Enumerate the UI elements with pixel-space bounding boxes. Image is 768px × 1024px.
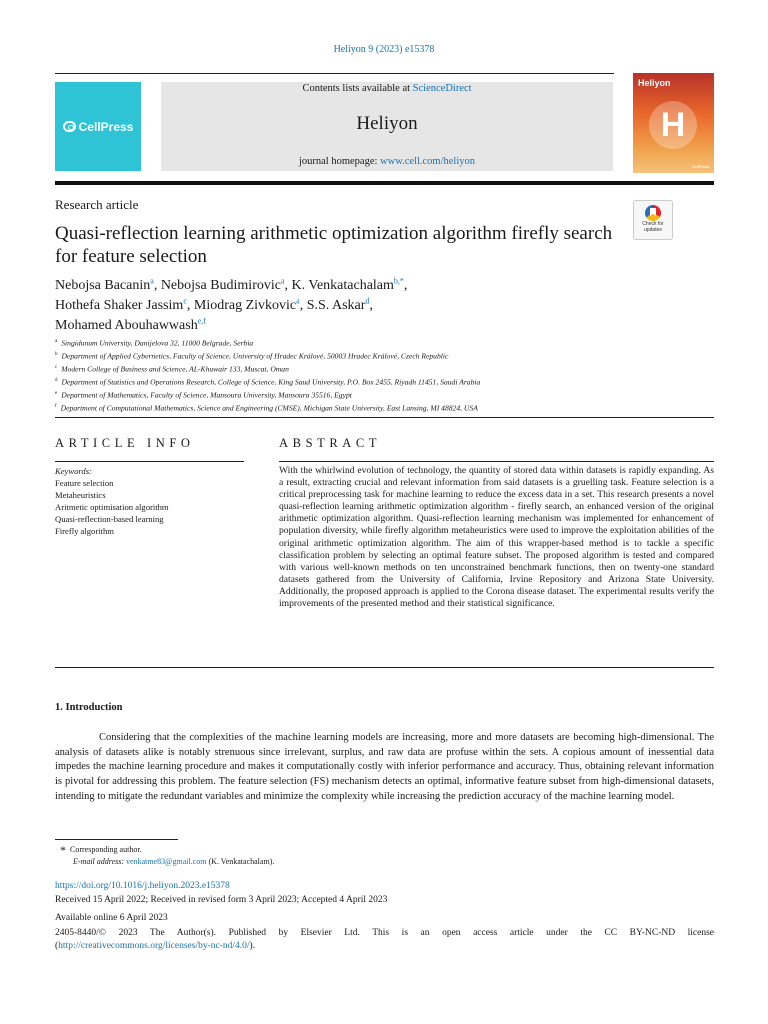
footnote-rule — [55, 839, 178, 840]
author[interactable]: S.S. Askar$^d$ — [306, 296, 370, 313]
journal-homepage-line: journal homepage: www.cell.com/heliyon — [298, 156, 476, 167]
sciencedirect-link[interactable]: ScienceDirect — [412, 83, 472, 94]
introduction-heading: 1. Introduction — [55, 702, 123, 713]
keywords-block — [55, 465, 255, 537]
affiliation-item: $^e$ Department of Mathematics, Faculty of Science, Mansoura University, Mansoura 35516, Egypt — [55, 390, 352, 400]
article-info-heading: ARTICLE INFO — [55, 436, 195, 450]
affiliation-item: $^c$ Modern College of Business and Science, AL-Khuwair 133, Muscat, Oman — [55, 364, 289, 374]
affiliation-item: $^a$ Singidunum University, Danijelova 32, 11000 Belgrade, Serbia — [55, 338, 254, 348]
available-online: Available online 6 April 2023 — [55, 913, 168, 923]
doi-link[interactable]: https://doi.org/10.1016/j.heliyon.2023.e15378 — [55, 881, 230, 891]
cellpress-icon — [63, 121, 76, 132]
contents-line: Contents lists available at ScienceDirect — [302, 83, 472, 94]
affiliations — [55, 336, 715, 414]
affiliation-item: $^f$ Department of Computational Mathematics, Science and Engineering (CMSE), Michigan State University, East Lansing, MI 48824, USA — [55, 403, 478, 413]
author[interactable]: Nebojsa Bacanin$^a$ — [55, 276, 154, 293]
article-title: Quasi-reflection learning arithmetic optimization algorithm firefly search for feature selection — [55, 223, 613, 267]
journal-header-band — [161, 82, 613, 171]
license-link[interactable]: http://creativecommons.org/licenses/by-nc-nd/4.0/ — [58, 940, 250, 951]
journal-cover-thumbnail[interactable] — [633, 73, 714, 173]
check-for-updates-button[interactable] — [633, 200, 673, 240]
footnotes — [60, 844, 660, 868]
cover-footer: CellPress — [691, 164, 709, 169]
journal-homepage-link[interactable]: www.cell.com/heliyon — [380, 156, 476, 167]
author[interactable]: Mohamed Abouhawwash$^{e,f}$ — [55, 316, 206, 333]
received-dates: Received 15 April 2022; Received in revised form 3 April 2023; Accepted 4 April 2023 — [55, 895, 388, 905]
crossmark-icon — [645, 205, 661, 221]
keyword: Feature selection — [55, 478, 114, 488]
keyword: Aritmetic optimisation algorithm — [55, 502, 169, 512]
author[interactable]: K. Venkatachalam$^{b,*}$ — [291, 276, 404, 293]
abstract-heading: ABSTRACT — [279, 436, 382, 450]
abstract-rule — [279, 461, 714, 462]
author-list: Nebojsa Bacanin$^a$, Nebojsa Budimirovic$^a$, K. Venkatachalam$^{b,*}$, Hothefa Shaker Jassim$^c$, Miodrag Zivkovic$^a$, S.S. Askar$^d$, Mohamed Abouhawwash$^{e,f}$ — [55, 276, 408, 333]
header-bottom-rule — [55, 181, 714, 185]
article-type: Research article — [55, 197, 139, 212]
keyword: Metaheuristics — [55, 490, 106, 500]
copyright-block — [55, 927, 714, 952]
header-top-rule — [55, 73, 614, 74]
keyword: Firefly algorithm — [55, 526, 114, 536]
introduction-paragraph: Considering that the complexities of the machine learning models are increasing, more and more datasets are becoming high-dimensional. The analysis of datasets alike is notably strenuous since irrelevant, surplus, and raw data are profuse within the sets. A copious amount of inessential data impedes the machine learning procedure and makes it computationally costly with inferior performance and accuracy. Thus, obtaining relevant information is pivotal for addressing this problem. The feature selection (FS) mechanism detects an optimal, informative feature subset from high-dimensional datasets, intending to mitigate the redundant variables and minimize the complexity while increasing the prediction accuracy of the machine learning model. — [55, 732, 714, 802]
section-rule — [55, 667, 714, 668]
email-note: E-mail address: venkatme83@gmail.com (K. Venkatachalam). — [73, 857, 275, 866]
publisher-logo-box[interactable] — [55, 82, 141, 171]
author[interactable]: Miodrag Zivkovic$^a$ — [193, 296, 300, 313]
email-link[interactable]: venkatme83@gmail.com — [126, 857, 207, 866]
section-rule — [55, 417, 714, 418]
author[interactable]: Hothefa Shaker Jassim$^c$ — [55, 296, 187, 313]
affiliation-item: $^b$ Department of Applied Cybernetics, Faculty of Science, University of Hradec Králové, 50003 Hradec Králové, Czech Republic — [55, 351, 449, 361]
cover-h-icon: H — [649, 101, 697, 149]
keyword: Quasi-reflection-based learning — [55, 514, 164, 524]
affiliation-item: $^d$ Department of Statistics and Operations Research, College of Science, King Saud University, P.O. Box 2455, Riyadh 11451, Saudi Arabia — [55, 377, 481, 387]
keywords-label: Keywords: — [55, 466, 92, 476]
license-line: (http://creativecommons.org/licenses/by-nc-nd/4.0/). — [55, 940, 256, 951]
journal-name: Heliyon — [356, 113, 418, 134]
journal-reference[interactable]: Heliyon 9 (2023) e15378 — [333, 44, 435, 55]
cellpress-logo: CellPress — [63, 120, 134, 134]
crossmark-label: Check for updates — [642, 221, 664, 233]
copyright-line: 2405-8440/© 2023 The Author(s). Published by Elsevier Ltd. This is an open access article under the CC BY-NC-ND license — [55, 928, 714, 938]
keywords-rule — [55, 461, 244, 462]
corresponding-author-note: * Corresponding author. — [60, 843, 142, 857]
abstract-text: With the whirlwind evolution of technology, the quantity of stored data within datasets is rapidly expanding. As a result, extracting crucial and relevant information from said datasets is a gruelling task. Feature selection is a critical preprocessing task for machine learning to reduce the excess data in a set. This research presents a novel quasi-reflection learning arithmetic optimization algorithm - firefly search, an enhanced version of the original arithmetic optimization algorithm. Quasi-reflection learning mechanism was implemented for enhancement of population diversity, while firefly algorithm metaheuristics were used to improve the exploitation abilities of the original arithmetic optimization algorithm. The aim of this wrapper-based method is to tackle a specific classification problem by selecting an optimal feature subset. The proposed algorithm is tested and compared with various well-known methods on ten unconstrained benchmark functions, then on twenty-one standard datasets gathered from the University of California, Irvine Repository and Arizona State University. Additionally, the proposed approach is applied to the Corona disease dataset. The experimental results verify the improvements of the presented method and their statistical significance. — [279, 465, 714, 610]
author[interactable]: Nebojsa Budimirovic$^a$ — [160, 276, 285, 293]
cover-title: Heliyon — [638, 78, 671, 88]
asterisk-icon: * — [60, 843, 66, 857]
